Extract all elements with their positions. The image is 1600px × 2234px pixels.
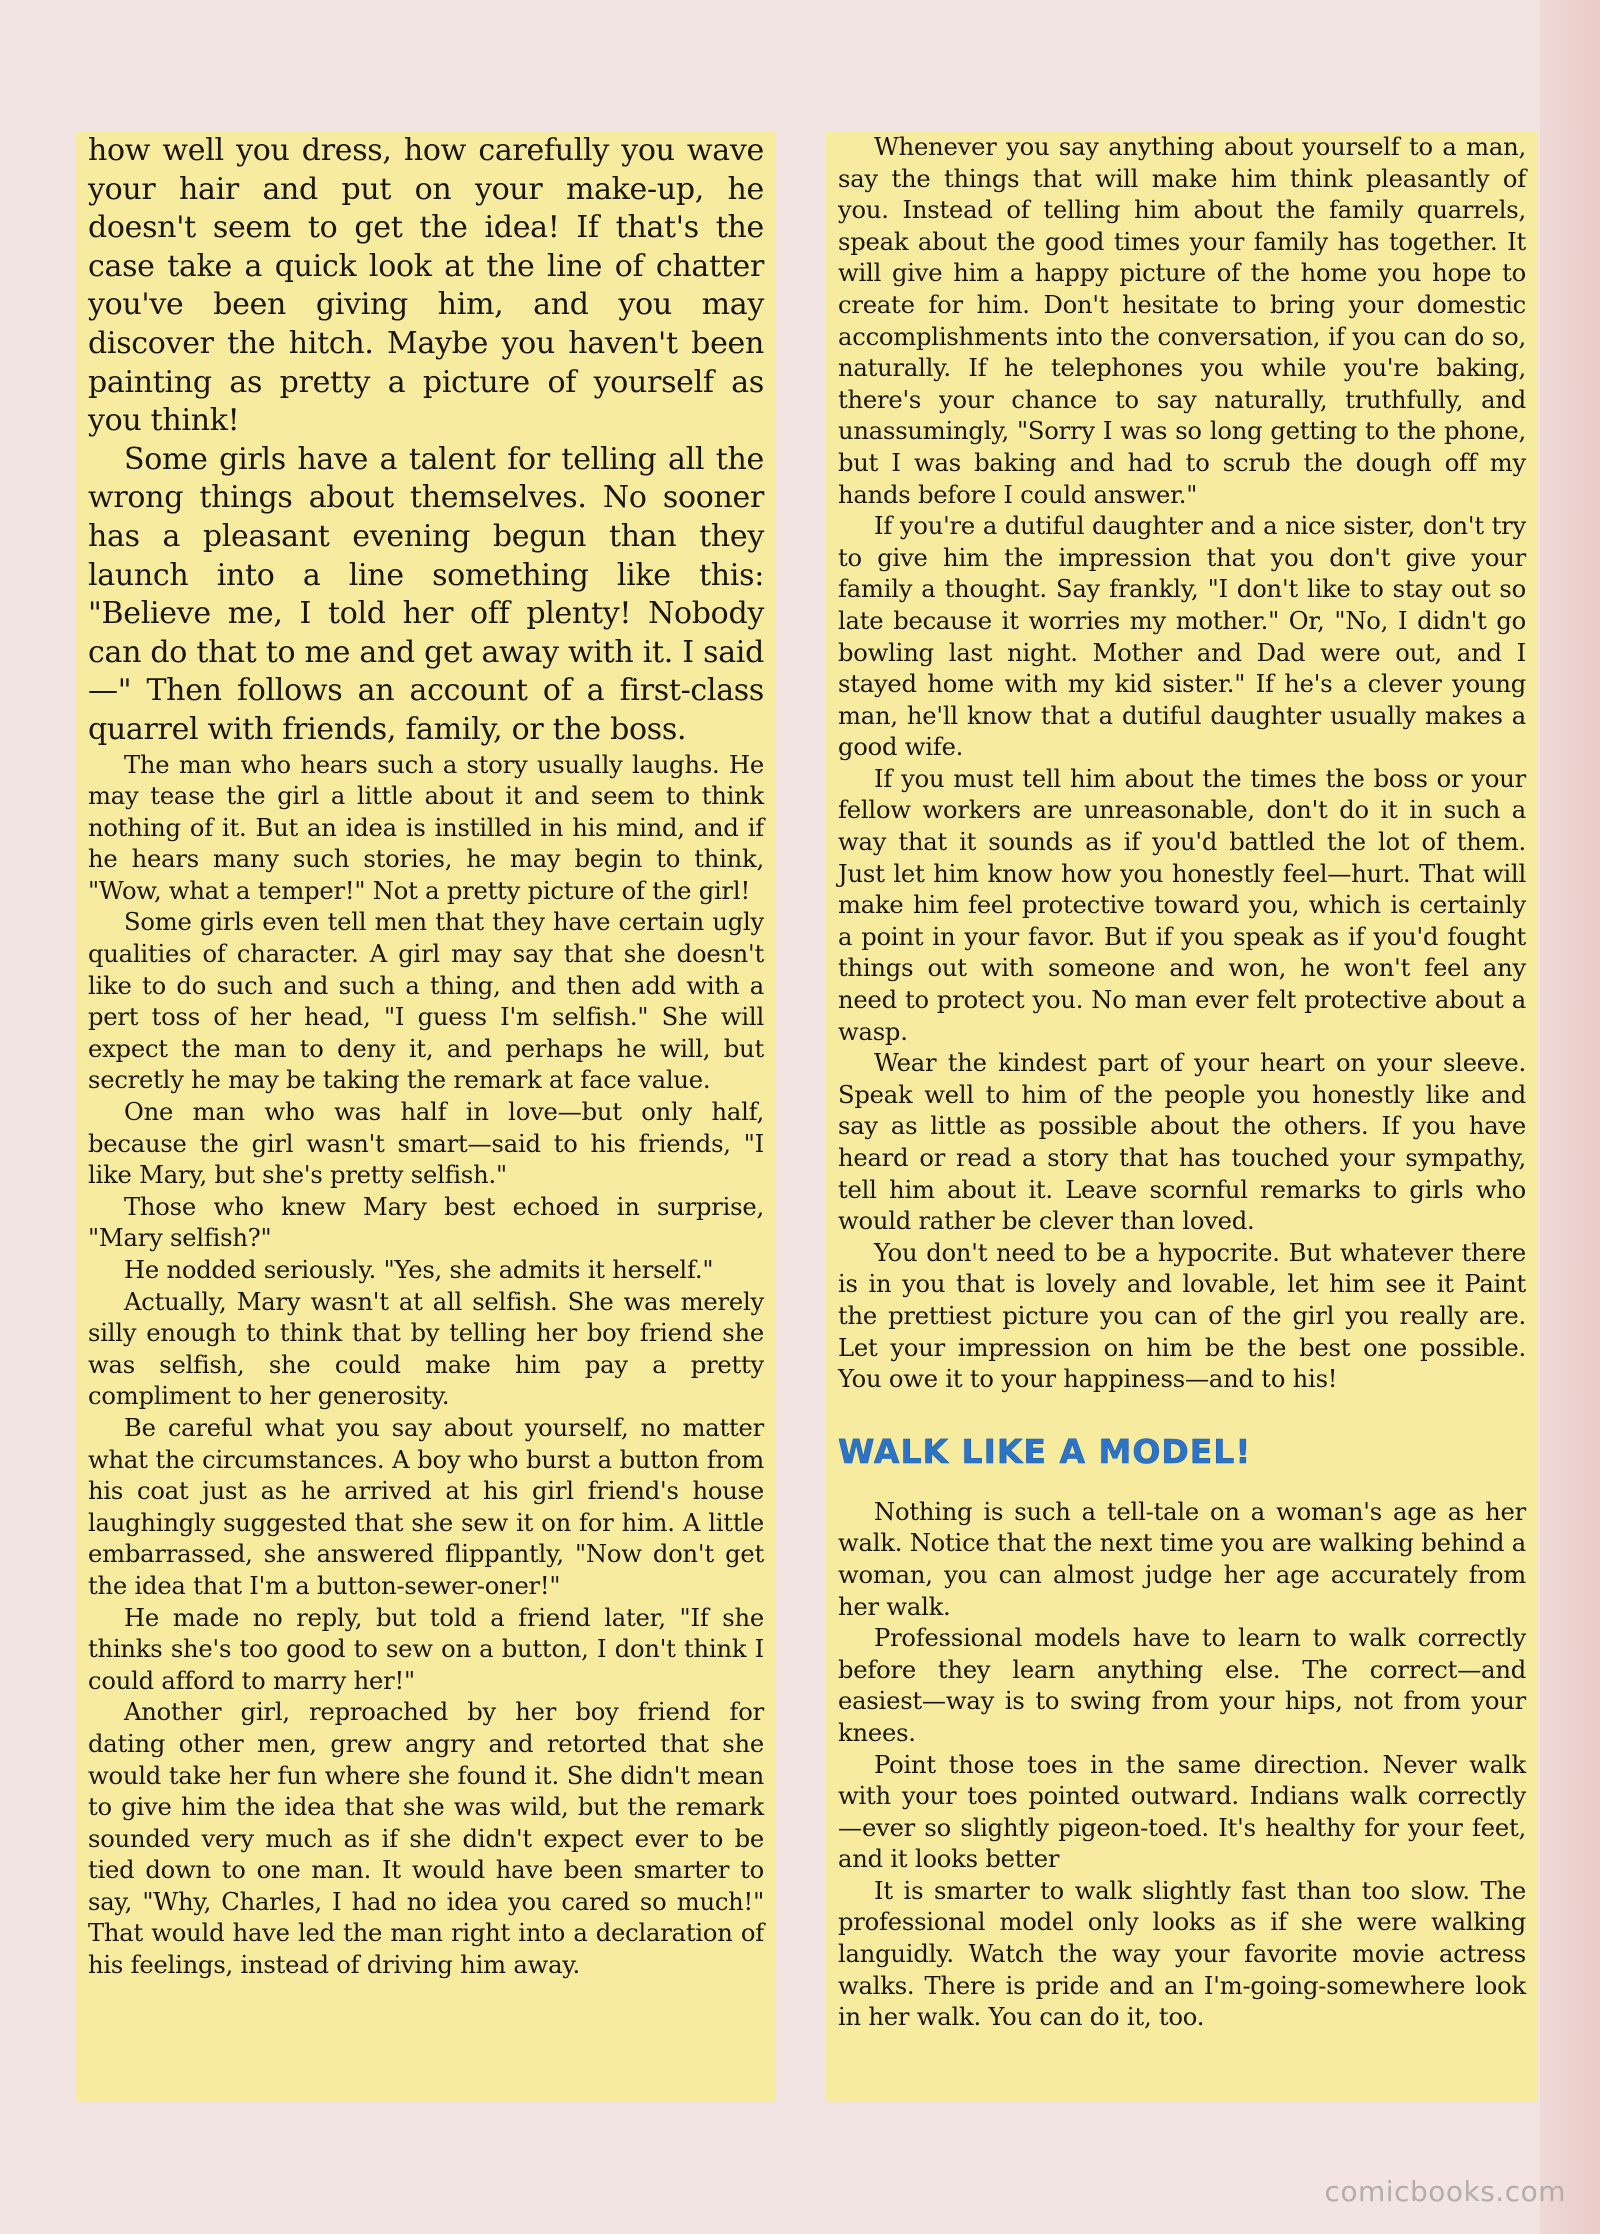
paragraph: Whenever you say anything about yourself to a man, say the things that will make him think pleasantly of you. Instead of telling him about the family quarrels, speak about the good times your family has together. It will give him a happy picture of the home you hope to create for him. Don't hesitate to bring your domestic accomplishments into the conversation, if you can do so, naturally. If he telephones you while you're baking, there's your chance to say naturally, truthfully, and unassumingly, "Sorry I was so long getting to the phone, but I was baking and had to scrub the dough off my hands before I could answer." [838,133,1526,509]
paragraph: Actually, Mary wasn't at all selfish. She was merely silly enough to think that by telling her boy friend she was selfish, she could make him pay a pretty compliment to her generosity. [88,1287,764,1411]
paragraph: Some girls have a talent for telling all the wrong things about themselves. No sooner has a pleasant evening begun than they launch into a line something like this: "Believe me, I told her off plenty! Nobody can do that to me and get away with it. I said—" Then follows an account of a first-class quarrel with friends, family, or the boss. [88,441,764,747]
paragraph: Another girl, reproached by her boy friend for dating other men, grew angry and retorted that she would take her fun where she found it. She didn't mean to give him the idea that she was wild, but the remark sounded very much as if she didn't expect ever to be tied down to one man. It would have been smarter to say, "Why, Charles, I had no idea you cared so much!" That would have led the man right into a declaration of his feelings, instead of driving him away. [88,1698,764,1980]
paragraph: The man who hears such a story usually laughs. He may tease the girl a little about it and seem to think nothing of it. But an idea is instilled in his mind, and if he hears many such stories, he may begin to think, "Wow, what a temper!" Not a pretty picture of the girl! [88,750,764,905]
paragraph: Point those toes in the same direction. Never walk with your toes pointed outward. Indians walk correctly—ever so slightly pigeon-toed. It's healthy for your feet, and it looks better [838,1750,1526,1874]
paragraph: how well you dress, how carefully you wave your hair and put on your make-up, he doesn't seem to get the idea! If that's the case take a quick look at the line of chatter you've been giving him, and you may discover the hitch. Maybe you haven't been painting as pretty a picture of yourself as you think! [88,133,764,439]
paragraph: He made no reply, but told a friend later, "If she thinks she's too good to sew on a button, I don't think I could afford to marry her!" [88,1603,764,1695]
paragraph: He nodded seriously. "Yes, she admits it herself." [124,1256,714,1284]
paragraph: Nothing is such a tell-tale on a woman's age as her walk. Notice that the next time you are walking behind a woman, you can almost judge her age accurately from her walk. [838,1497,1526,1621]
paragraph: Professional models have to learn to walk correctly before they learn anything else. The correct—and easiest—way is to swing from your hips, not from your knees. [838,1624,1526,1747]
paragraph: One man who was half in love—but only half, because the girl wasn't smart—said to his friends, "I like Mary, but she's pretty selfish." [88,1098,764,1190]
paragraph: You don't need to be a hypocrite. But whatever there is in you that is lovely and lovable, let him see it Paint the prettiest picture you can of the girl you really are. Let your impression on him be the best one possible. You owe it to your happiness—and to his! [838,1238,1526,1394]
section-heading: WALK LIKE A MODEL! [838,1431,1252,1471]
paragraph: Some girls even tell men that they have certain ugly qualities of character. A girl may say that she doesn't like to do such and such a thing, and then add with a pert toss of her head, "I guess I'm selfish." She will expect the man to deny it, and perhaps he will, but secretly he may be taking the remark at face value. [88,908,764,1095]
watermark: comicbooks.com [1324,2175,1566,2208]
left-column [76,132,776,2102]
page-edge [1540,0,1600,2234]
right-column [826,132,1538,2102]
paragraph: Wear the kindest part of your heart on your sleeve. Speak well to him of the people you honestly like and say as little as possible about the others. If you have heard or read a story that has touched your sympathy, tell him about it. Leave scornful remarks to girls who would rather be clever than loved. [838,1049,1526,1236]
paragraph: Be careful what you say about yourself, no matter what the circumstances. A boy who burst a button from his coat just as he arrived at his girl friend's house laughingly suggested that she sew it on for him. A little embarrassed, she answered flippantly, "Now don't get the idea that I'm a button-sewer-oner!" [88,1413,764,1600]
paragraph: Those who knew Mary best echoed in surprise, "Mary selfish?" [88,1192,764,1253]
paragraph: If you must tell him about the times the boss or your fellow workers are unreasonable, don't do it in such a way that it sounds as if you'd battled the lot of them. Just let him know how you honestly feel—hurt. That will make him feel protective toward you, which is certainly a point in your favor. But if you speak as if you'd fought things out with someone and won, he won't feel any need to protect you. No man ever felt protective about a wasp. [838,764,1526,1046]
paragraph: If you're a dutiful daughter and a nice sister, don't try to give him the impression that you don't give your family a thought. Say frankly, "I don't like to stay out so late because it worries my mother." Or, "No, I didn't go bowling last night. Mother and Dad were out, and I stayed home with my kid sister." If he's a clever young man, he'll know that a dutiful daughter usually makes a good wife. [838,512,1526,762]
paragraph: It is smarter to walk slightly fast than too slow. The professional model only looks as if she were walking languidly. Watch the way your favorite movie actress walks. There is pride and an I'm-going-somewhere look in her walk. You can do it, too. [838,1876,1526,2032]
